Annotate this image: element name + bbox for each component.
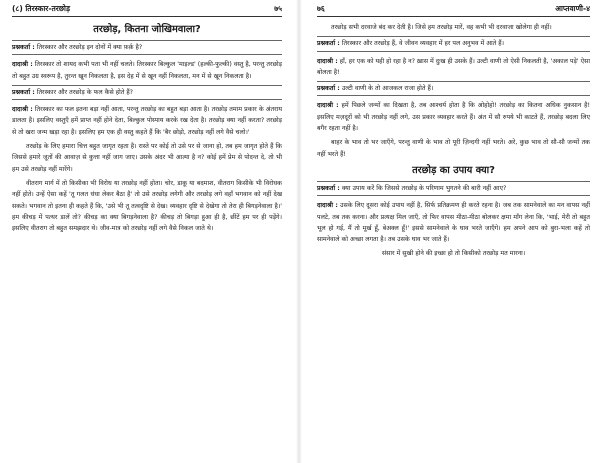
book-gutter — [296, 0, 302, 463]
paragraph-text: तिरस्कार तो शायद कभी पता भी नहीं चलते। तिरस्कार बिल्कुल 'माइल्ड' (हल्की-फुल्की) वस्तु है, परन्तु तरछोड़ तो बहुत उग्र स्वरूप है, तुरन्त खून निकलता है, इस देह में से खून नहीं निकलता, मन में से खून निकलता है। — [12, 61, 282, 80]
paragraph-text: संसार में सुखी होने की इच्छा हो तो किसीको तरछोड़ मत मारना। — [381, 250, 526, 258]
paragraph-text: हाँ, हर एक को यही हो रहा है न? ख़ास में दुःख ही उसके हैं। उल्टी वाणी तो ऐसी निकलती है, 'अकाल पड़े' ऐसा बोलता है! — [317, 57, 590, 76]
right-page-header — [317, 4, 590, 17]
paragraph — [12, 141, 282, 175]
paragraph-text: उसके लिए दूसरा कोई उपाय नहीं है, सिर्फ प्रतिक्रमण ही करते रहना है। जब तक सामनेवाले का मन वापस नहीं पलटे, तब तक करना। और प्रत्यक्ष मिल जाएँ, तो फिर वापस मीठा-मीठा बोलकर क्षमा माँग लेना कि, 'भाई, मेरी तो बहुत भूल हो गई, मैं तो मूर्ख हूँ, बेअक्ल हूँ!' इससे सामनेवाले के घाव भरते जाएँगे। हम अपने आप को बुरा-भला कहें तो सामनेवाले को अच्छा लगता है। तब उसके घाव भर जाते हैं। — [317, 202, 590, 244]
right-page-body-top — [317, 22, 590, 160]
speaker-label: प्रश्नकर्ता : — [317, 85, 340, 93]
paragraph-text: हमें पिछले जन्मों का दिखता है, तब आश्चर्य होता है कि ओहोहो! तरछोड़ का कितना अधिक नुकसान है! इसलिए मज़दूरों को भी तरछोड़ नहीं लगे, उस प्रकार व्यवहार करते हैं। अंत में सौ रुपये भी काटते हैं, तरछोड़ बदला लिए बगैर रहता नहीं है। — [317, 102, 590, 133]
paragraph — [317, 22, 590, 33]
speaker-label: प्रश्नकर्ता : — [317, 184, 340, 192]
speaker-label: प्रश्नकर्ता : — [317, 40, 340, 48]
paragraph — [317, 137, 590, 160]
paragraph — [317, 200, 590, 245]
paragraph-text: तिरस्कार और तरछोड़ के फल कैसे होते हैं? — [34, 88, 134, 96]
paragraph-text: वीतराग मार्ग में तो किसीका भी विरोध या तरछोड़ नहीं होता। चोर, डाकू या बदमाश, वीतराग किसीके भी विरोधक नहीं होते। उन्हें ऐसा कहें 'तू गलत धंधा लेकर बैठा है' तो उसे तरछोड़ लगेगी और तरछोड़ लगे वहाँ भगवान को नहीं देख सकते। भगवान तो इतना ही कहते हैं कि, 'उसे भी तू तत्वदृष्टि से देख। व्यवहार दृष्टि से देखेगा तो तेरा ही बिगड़नेवाला है।' हम कीचड़ में पत्थर डालें तो? कीचड़ का क्या बिगड़नेवाला है? कीचड़ तो बिगड़ा हुआ ही है, छींटें हम पर ही पड़ेंगे। इसलिए वीतराग तो बहुत समझदार थे। जीव-मात्र को तरछोड़ नहीं लगे वैसे निकल जाते थे। — [12, 179, 282, 233]
paragraph — [12, 104, 282, 138]
left-page — [0, 0, 292, 463]
paragraph-text: तरछोड़ सभी दरवाजे बंद कर देती है। जिसे हम तरछोड़ मारें, वह कभी भी दरवाजा खोलेगा ही नहीं। — [331, 24, 552, 31]
speaker-label: दादाश्री : — [317, 202, 338, 210]
paragraph — [317, 100, 590, 134]
question-paragraph — [12, 40, 282, 55]
right-page-body-bottom — [317, 181, 590, 260]
speaker-label: दादाश्री : — [12, 106, 33, 114]
paragraph — [317, 248, 590, 259]
paragraph-text: तिरस्कार और तरछोड़ हैं, वे जीवन व्यवहार में हर पल अनुभव में आते हैं। — [339, 40, 505, 48]
paragraph — [12, 178, 282, 234]
speaker-label: प्रश्नकर्ता : — [12, 44, 35, 51]
question-paragraph — [317, 181, 590, 196]
paragraph-text: तिरस्कार और तरछोड़ इन दोनों में क्या फ़र्क़ है? — [34, 44, 143, 51]
speaker-label: दादाश्री : — [317, 57, 338, 65]
speaker-label: दादाश्री : — [12, 61, 33, 69]
question-paragraph — [317, 36, 590, 51]
speaker-label: दादाश्री : — [317, 102, 339, 110]
paragraph-text: तरछोड़ के लिए हमारा चित्त बहुत जागृत रहता है। रास्ते पर कोई तो उसे पर से जाना हो, तब हम जागृत होते हैं कि जिससे हमारे जूतों की आवाज़ से कुत्ता नहीं जाग जाए। उसके अंदर भी आत्मा है न? कोई हमें प्रेम से पोदन्त दे, तो भी हम उसे तरछोड़ नहीं मारेंगे। — [12, 143, 282, 173]
left-section-title: तरछोड़, कितना जोखिमवाला? — [93, 24, 201, 35]
left-header-title: (८) तिरस्कार-तरछोड़ — [12, 4, 71, 13]
right-page — [305, 0, 600, 463]
paragraph-text: उल्टी वाणी के तो आजकल राजा होते हैं। — [339, 85, 434, 93]
right-header-title: आप्तवाणी-४ — [555, 4, 590, 13]
paragraph — [12, 59, 282, 82]
paragraph-text: तिरस्कार का फल इतना बड़ा नहीं आता, परन्तु तरछोड़ का बहुत बड़ा आता है। तरछोड़ तमाम प्रकार के अंतराय डालता है। इसलिए वस्तुएँ हमें प्राप्त नहीं होने देता, बिल्कुल पोस्पाय करके रख देता है। तरछोड़ क्या नहीं करता? तरछोड़ से तो खरा जन्म खड़ा रहा है। इसलिए हम एक ही वस्तु कहते हैं कि 'बैर छोड़ो, तरछोड़ नहीं लगे वैसे चलो।' — [12, 106, 282, 136]
paragraph — [317, 56, 590, 79]
left-page-number: ७५ — [274, 4, 282, 13]
paragraph-text: बाहर के भाव तो भर जाएँगे, परन्तु वाणी के भाव तो पूरी ज़िन्दगी नहीं भरते। अरे, कुछ भाव तो सौ-सौ जन्मों तक नहीं भरते हैं! — [317, 139, 590, 158]
right-section-title: तरछोड़ का उपाय क्या? — [412, 164, 495, 176]
left-page-body — [12, 40, 282, 234]
question-paragraph — [12, 85, 282, 100]
question-paragraph — [317, 81, 590, 96]
left-page-header — [12, 4, 282, 17]
right-page-number: ७६ — [317, 4, 325, 13]
paragraph-text: क्या उपाय करें कि जिससे तरछोड़ के परिणाम भुगतने की बारी नहीं आए? — [339, 184, 507, 192]
speaker-label: प्रश्नकर्ता : — [12, 88, 35, 96]
